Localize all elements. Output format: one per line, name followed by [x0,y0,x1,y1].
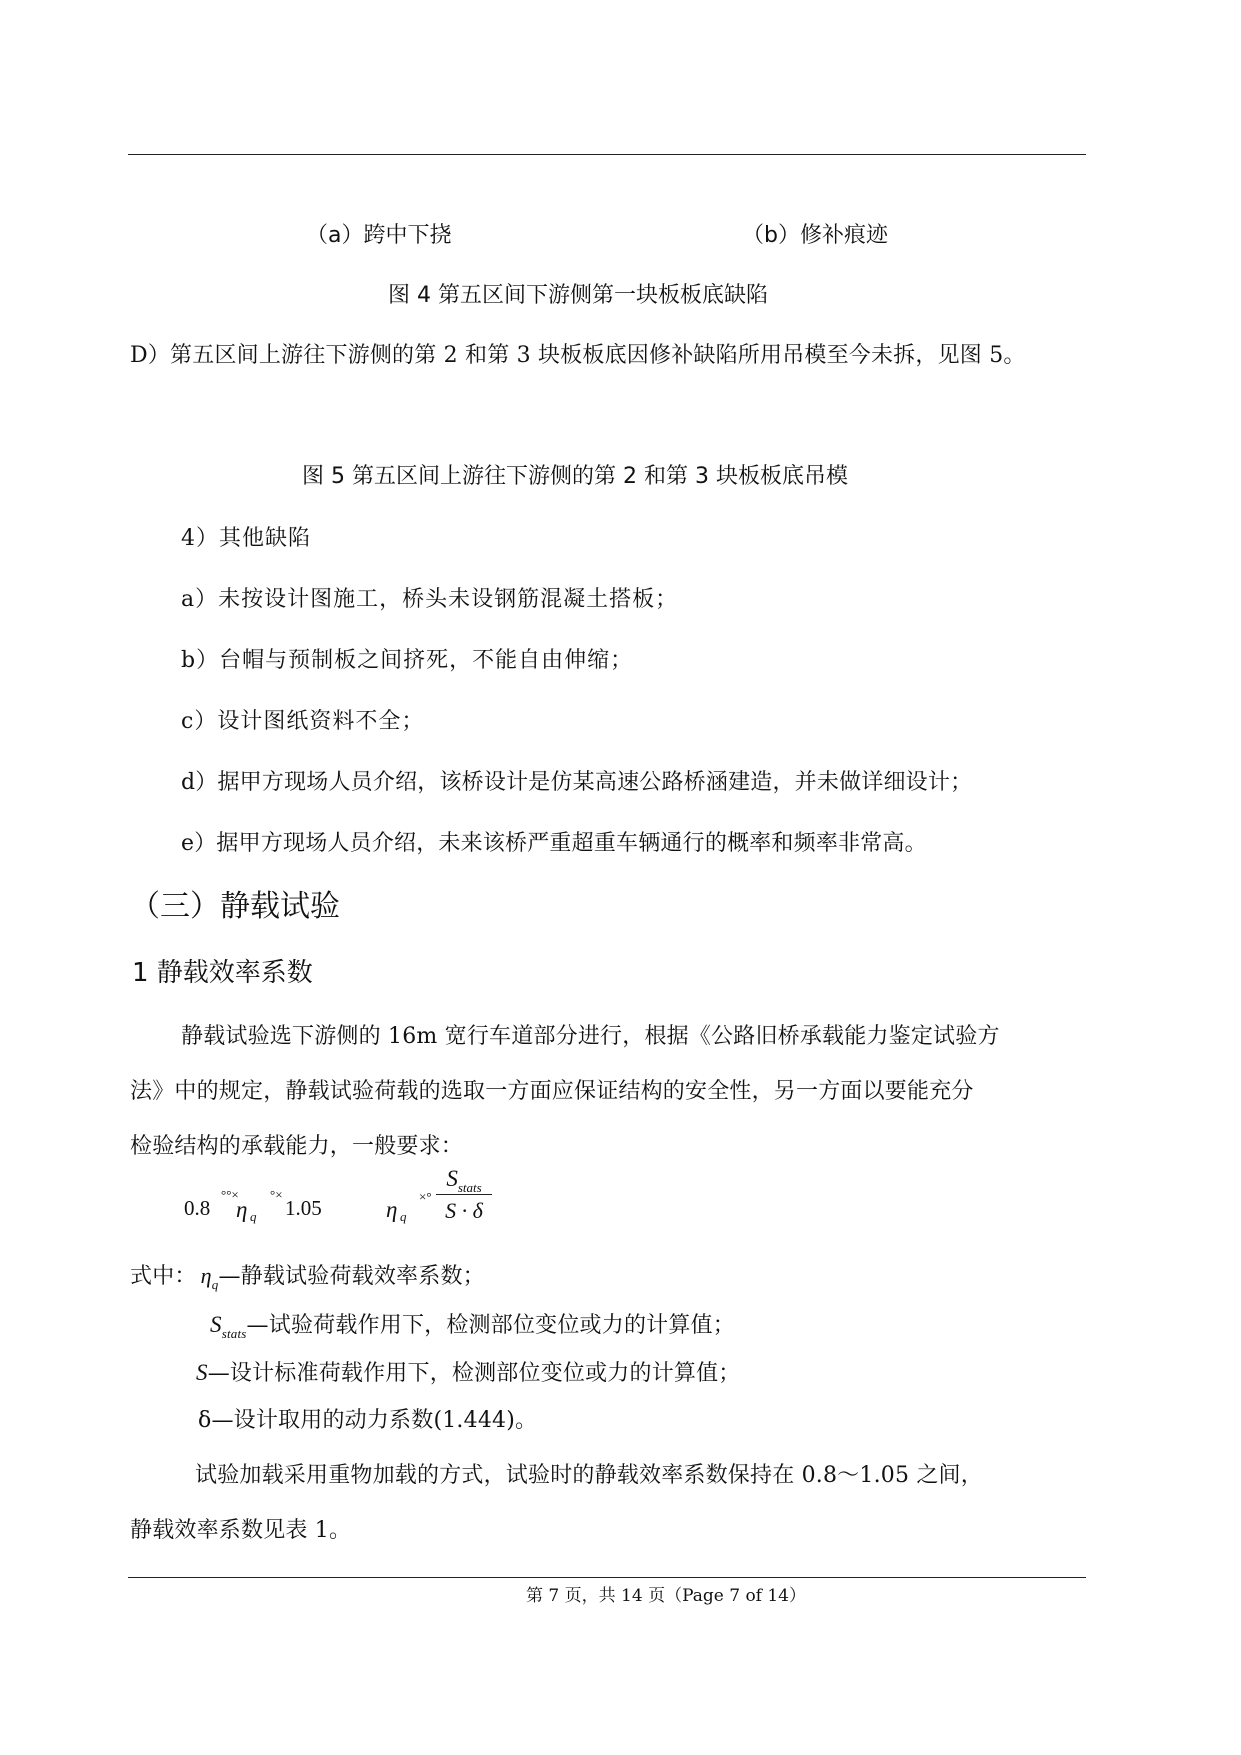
formula-upper-bound: 1.05 [285,1196,322,1220]
figure5-caption: 图 5 第五区间上游往下游侧的第 2 和第 3 块板板底吊模 [302,464,848,489]
defect-item-c: c）设计图纸资料不全； [181,709,425,734]
other-defects-heading: 4）其他缺陷 [181,526,311,551]
closing-line-2: 静载效率系数见表 1。 [130,1518,352,1543]
formula-lower-bound: 0.8 [184,1196,211,1220]
formula-eta-subscript: q [250,1209,257,1224]
formula-fraction [436,1166,492,1224]
defect-item-b: b）台帽与预制板之间挤死，不能自由伸缩； [181,648,634,673]
paragraph-d: D）第五区间上游往下游侧的第 2 和第 3 块板板底因修补缺陷所用吊模至今未拆，见图 5。 [130,343,1026,368]
figure4-subcaption-b: （b）修补痕迹 [742,223,888,248]
defect-item-d: d）据甲方现场人员介绍，该桥设计是仿某高速公路桥涵建造，并未做详细设计； [181,770,973,795]
definition-s: S—设计标准荷载作用下，检测部位变位或力的计算值； [196,1360,741,1386]
page-footer: 第 7 页，共 14 页（Page 7 of 14） [526,1586,807,1606]
definition-s-stats: $S_{stats}—$试验荷载作用下，检测部位变位或力的计算值； [210,1312,735,1341]
figure4-caption: 图 4 第五区间下游侧第一块板板底缺陷 [388,283,768,308]
body-line-3: 检验结构的承载能力，一般要求： [130,1134,464,1159]
body-line-2: 法》中的规定，静载试验荷载的选取一方面应保证结构的安全性，另一方面以要能充分 [130,1079,974,1104]
figure4-subcaption-a: （a）跨中下挠 [306,223,452,248]
subsection-heading-efficiency: 1 静载效率系数 [132,958,313,988]
formula-symbol-a: °°× [221,1187,239,1202]
formula-eta-2-subscript: q [400,1209,407,1224]
formula-symbol-b: °× [270,1187,283,1202]
closing-line-1: 试验加载采用重物加载的方式，试验时的静载效率系数保持在 0.8～1.05 之间， [195,1463,983,1488]
formula-eta-2: η [386,1197,398,1222]
defect-item-e: e）据甲方现场人员介绍，未来该桥严重超重车辆通行的概率和频率非常高。 [181,831,927,856]
formula-eta: η [236,1197,248,1222]
body-line-1: 静载试验选下游侧的 16m 宽行车道部分进行，根据《公路旧桥承载能力鉴定试验方 [181,1024,1000,1049]
footer-rule [128,1577,1086,1578]
formula-numerator: $S_{stats}$ [436,1166,492,1195]
defect-item-a: a）未按设计图施工，桥头未设钢筋混凝土搭板； [181,587,679,612]
formula-denominator: S · δ [445,1198,483,1223]
definition-delta: δ—设计取用的动力系数(1.444)。 [198,1408,538,1433]
header-rule [128,154,1086,155]
definition-eta: 式中： $\eta_q—$静载试验荷载效率系数； [130,1263,485,1292]
section-heading-static-load-test: （三）静载试验 [130,889,340,924]
formula-symbol-c: ×° [419,1189,432,1204]
